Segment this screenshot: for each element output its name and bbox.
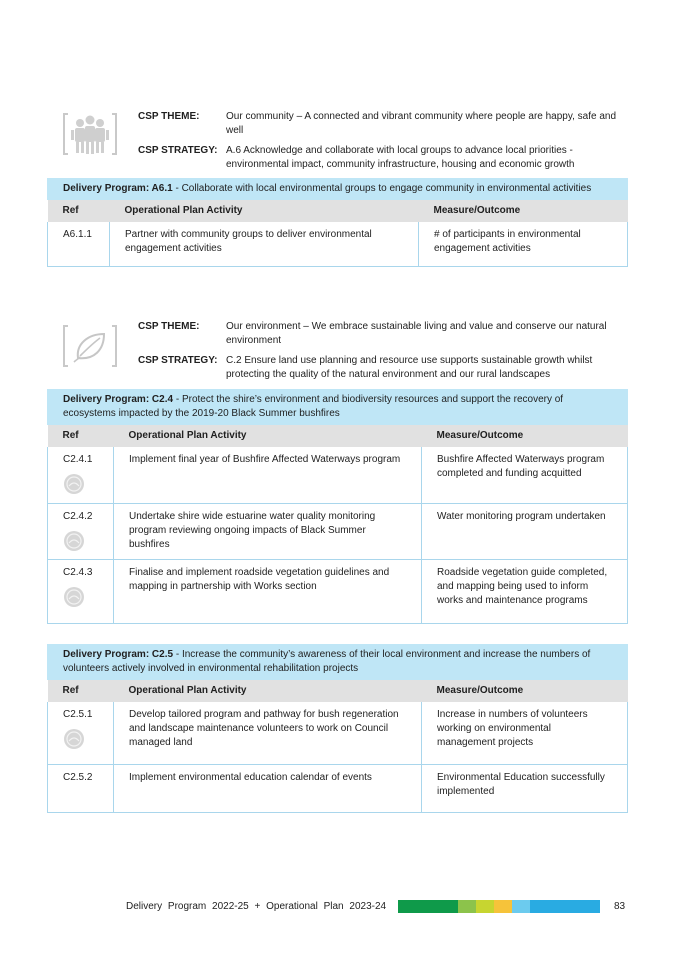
table-row <box>48 764 628 812</box>
row-ref: C2.5.2 <box>48 764 114 812</box>
csp-theme-block-community <box>62 110 632 172</box>
page-footer <box>0 898 675 918</box>
bushfire-recovery-emblem-icon <box>63 586 85 608</box>
csp-strategy-label: CSP STRATEGY: <box>138 355 218 366</box>
row-measure: Bushfire Affected Waterways program completed and funding acquitted <box>422 447 628 503</box>
row-ref-cell <box>48 447 114 503</box>
delivery-program-table-a61 <box>47 178 628 267</box>
row-ref: A6.1.1 <box>48 222 110 266</box>
row-ref-cell <box>48 702 114 764</box>
row-activity: Finalise and implement roadside vegetation guidelines and mapping in partnership with Works section <box>114 559 422 623</box>
footer-bar-segment <box>476 900 494 913</box>
row-activity: Implement environmental education calendar of events <box>114 764 422 812</box>
footer-bar-segment <box>512 900 530 913</box>
bushfire-recovery-emblem-icon <box>63 728 85 750</box>
bushfire-recovery-emblem-icon <box>63 473 85 495</box>
delivery-program-table-c24 <box>47 389 628 624</box>
footer-bar-segment <box>398 900 428 913</box>
delivery-program-label: Delivery Program: C2.4 <box>63 394 174 405</box>
table-row <box>48 222 628 266</box>
bushfire-recovery-emblem-icon <box>63 530 85 552</box>
csp-strategy-value: A.6 Acknowledge and collaborate with local groups to advance local priorities - environmental impact, community infrastructure, housing and economic growth <box>226 145 575 170</box>
delivery-program-label: Delivery Program: A6.1 <box>63 183 173 194</box>
row-activity: Develop tailored program and pathway for bush regeneration and landscape maintenance volunteers to work on Council managed land <box>114 702 422 764</box>
footer-color-bar <box>398 900 600 913</box>
column-header-activity: Operational Plan Activity <box>110 200 419 222</box>
csp-theme-block-environment <box>62 320 632 382</box>
csp-theme-row <box>138 110 628 138</box>
column-header-measure: Measure/Outcome <box>419 200 628 222</box>
footer-bar-segment <box>530 900 600 913</box>
csp-theme-label: CSP THEME: <box>138 321 200 332</box>
community-people-icon <box>62 110 118 158</box>
footer-bar-segment <box>428 900 458 913</box>
row-measure: Environmental Education successfully implemented <box>422 764 628 812</box>
column-header-ref: Ref <box>48 680 114 702</box>
delivery-program-header <box>48 178 628 200</box>
csp-theme-label: CSP THEME: <box>138 111 200 122</box>
table-row <box>48 559 628 623</box>
delivery-program-header <box>48 389 628 425</box>
row-ref: C2.5.1 <box>63 709 93 720</box>
table-row <box>48 503 628 559</box>
table-row <box>48 447 628 503</box>
page-number: 83 <box>614 901 626 912</box>
delivery-program-text: - Increase the community’s awareness of their local environment and increase the numbers of volunteers actively involved in environmental rehabilitation projects <box>63 649 591 674</box>
row-ref-cell <box>48 559 114 623</box>
csp-strategy-row <box>138 354 628 382</box>
row-ref: C2.4.3 <box>63 566 93 578</box>
column-header-activity: Operational Plan Activity <box>114 680 422 702</box>
row-measure: Water monitoring program undertaken <box>422 503 628 559</box>
environment-leaf-icon <box>62 322 118 370</box>
csp-theme-value: Our community – A connected and vibrant community where people are happy, safe and well <box>226 111 617 136</box>
csp-strategy-label: CSP STRATEGY: <box>138 145 218 156</box>
csp-strategy-value: C.2 Ensure land use planning and resource use supports sustainable growth whilst protecting the quality of the natural environment and our rural landscapes <box>226 355 593 380</box>
footer-bar-segment <box>494 900 512 913</box>
row-measure: Increase in numbers of volunteers working on environmental management projects <box>422 702 628 764</box>
column-header-measure: Measure/Outcome <box>422 425 628 447</box>
table-column-headers <box>48 200 628 222</box>
row-ref: C2.4.2 <box>63 510 93 522</box>
delivery-program-text: - Protect the shire’s environment and biodiversity resources and support the recovery of ecosystems impacted by the 2019-20 Black Summer bushfires <box>63 394 564 419</box>
row-ref-cell <box>48 503 114 559</box>
column-header-activity: Operational Plan Activity <box>114 425 422 447</box>
csp-theme-row <box>138 320 628 348</box>
row-measure: Roadside vegetation guide completed, and mapping being used to inform works and maintenance programs <box>422 559 628 623</box>
table-column-headers <box>48 425 628 447</box>
table-column-headers <box>48 680 628 702</box>
table-row <box>48 702 628 764</box>
footer-bar-segment <box>458 900 476 913</box>
column-header-measure: Measure/Outcome <box>422 680 628 702</box>
row-measure: # of participants in environmental engagement activities <box>419 222 628 266</box>
footer-title: Delivery Program 2022-25 + Operational Plan 2023-24 <box>126 901 387 912</box>
delivery-program-text: - Collaborate with local environmental groups to engage community in environmental activities <box>172 183 592 194</box>
delivery-program-table-c25 <box>47 644 628 813</box>
row-activity: Undertake shire wide estuarine water quality monitoring program reviewing ongoing impacts of Black Summer bushfires <box>114 503 422 559</box>
csp-theme-value: Our environment – We embrace sustainable living and value and conserve our natural environment <box>226 321 607 346</box>
delivery-program-header <box>48 644 628 680</box>
column-header-ref: Ref <box>48 425 114 447</box>
csp-strategy-row <box>138 144 628 172</box>
column-header-ref: Ref <box>48 200 110 222</box>
row-activity: Implement final year of Bushfire Affected Waterways program <box>114 447 422 503</box>
delivery-program-label: Delivery Program: C2.5 <box>63 649 174 660</box>
row-activity: Partner with community groups to deliver environmental engagement activities <box>110 222 419 266</box>
row-ref: C2.4.1 <box>63 454 93 465</box>
